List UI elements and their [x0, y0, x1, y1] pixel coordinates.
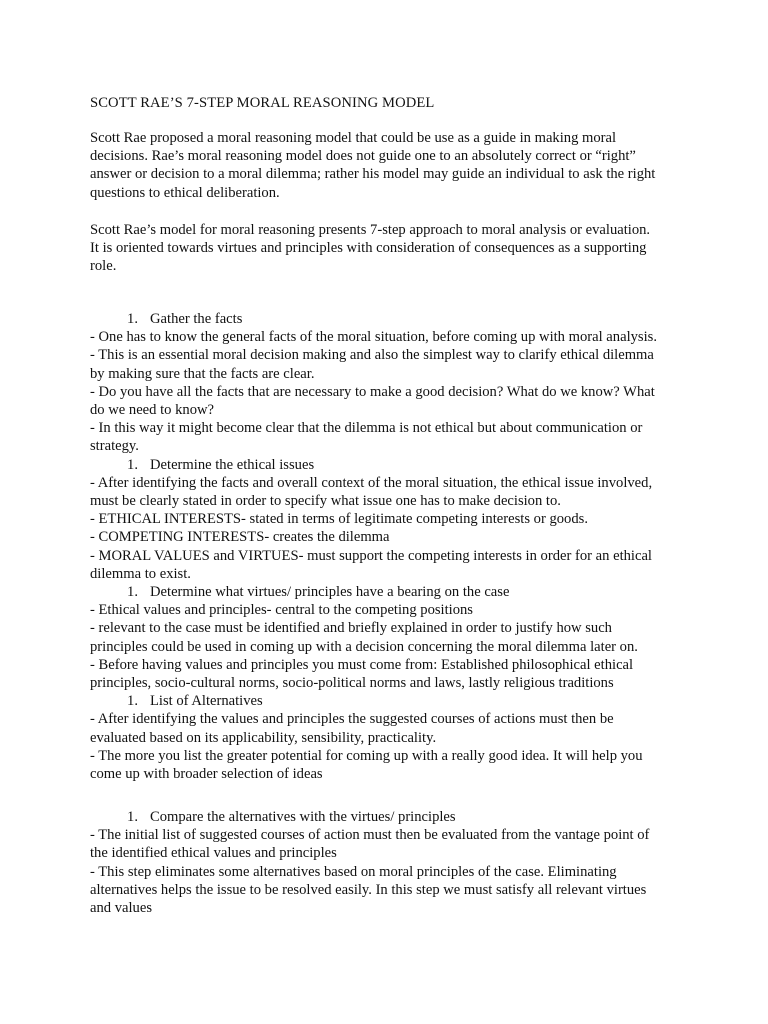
paragraph-line: Scott Rae proposed a moral reasoning model that could be use as a guide in making moral: [90, 130, 617, 146]
step-line: the identified ethical values and principles: [90, 845, 337, 862]
paragraph-line: questions to ethical deliberation.: [90, 184, 280, 201]
paragraph-line: Scott Rae’s model for moral reasoning presents 7-step approach to moral analysis or evaluation.: [90, 222, 651, 238]
step-line: alternatives helps the issue to be resolved easily. In this step we must satisfy all relevant virtues: [90, 881, 647, 898]
step-line: - This is an essential moral decision making and also the simplest way to clarify ethical dilemma: [90, 347, 654, 364]
step-line: evaluated based on its applicability, sensibility, practicality.: [90, 729, 437, 746]
step-line: come up with broader selection of ideas: [90, 766, 323, 783]
step-heading: [90, 692, 690, 710]
step-line: principles, socio-cultural norms, socio-political norms and laws, lastly religious traditions: [90, 675, 614, 692]
step-heading-text: Gather the facts: [150, 311, 243, 327]
step-number: 1.: [127, 693, 138, 710]
step-line: and values: [90, 900, 153, 917]
step-line: - COMPETING INTERESTS- creates the dilemma: [90, 529, 390, 546]
step-line: principles could be used in coming up with a decision concerning the moral dilemma later on.: [90, 638, 638, 655]
document-title: [90, 94, 690, 112]
step-heading-text: Determine what virtues/ principles have a bearing on the case: [150, 584, 510, 601]
step-line: - The more you list the greater potential for coming up with a really good idea. It will help you: [90, 747, 643, 764]
step-line: - Ethical values and principles- central to the competing positions: [90, 602, 473, 619]
intro-paragraph: [90, 129, 690, 202]
step-line: do we need to know?: [90, 402, 215, 419]
step-number: 1.: [127, 311, 138, 327]
step-line: - This step eliminates some alternatives based on moral principles of the case. Eliminating: [90, 863, 617, 880]
step-heading: [90, 310, 690, 328]
paragraph-line: It is oriented towards virtues and principles with consideration of consequences as a supporting: [90, 240, 647, 257]
steps-list-first: [90, 310, 690, 783]
step-number: 1.: [127, 809, 138, 825]
step-heading-text: Compare the alternatives with the virtues/ principles: [150, 809, 456, 825]
step-heading: [90, 808, 690, 826]
step-line: - One has to know the general facts of the moral situation, before coming up with moral analysis.: [90, 329, 657, 346]
paragraph-line: decisions. Rae’s moral reasoning model does not guide one to an absolutely correct or “right”: [90, 148, 636, 165]
step-line: - Before having values and principles you must come from: Established philosophical ethical: [90, 656, 634, 673]
step-number: 1.: [127, 456, 138, 473]
paragraph-line: answer or decision to a moral dilemma; rather his model may guide an individual to ask the right: [90, 166, 656, 183]
step-line: - ETHICAL INTERESTS- stated in terms of legitimate competing interests or goods.: [90, 511, 588, 528]
step-line: - Do you have all the facts that are necessary to make a good decision? What do we know? What: [90, 383, 655, 400]
step-heading-text: List of Alternatives: [150, 693, 263, 710]
paragraph-line: role.: [90, 258, 117, 275]
step-line: - The initial list of suggested courses of action must then be evaluated from the vantage point of: [90, 827, 650, 844]
steps-list-second: [90, 808, 690, 917]
step-heading: [90, 456, 690, 474]
step-line: - After identifying the values and principles the suggested courses of actions must then be: [90, 711, 614, 728]
step-heading-text: Determine the ethical issues: [150, 456, 315, 473]
step-line: - In this way it might become clear that the dilemma is not ethical but about communication or: [90, 420, 643, 437]
step-line: must be clearly stated in order to specify what issue one has to make decision to.: [90, 493, 561, 510]
step-heading: [90, 583, 690, 601]
step-line: - After identifying the facts and overall context of the moral situation, the ethical issue involved,: [90, 474, 653, 491]
step-number: 1.: [127, 584, 138, 601]
step-line: - relevant to the case must be identified and briefly explained in order to justify how such: [90, 620, 612, 637]
title-text: SCOTT RAE’S 7-STEP MORAL REASONING MODEL: [90, 95, 435, 111]
step-line: - MORAL VALUES and VIRTUES- must support the competing interests in order for an ethical: [90, 547, 652, 564]
step-line: by making sure that the facts are clear.: [90, 365, 315, 382]
overview-paragraph: [90, 221, 690, 276]
step-line: strategy.: [90, 438, 139, 455]
step-line: dilemma to exist.: [90, 565, 191, 582]
